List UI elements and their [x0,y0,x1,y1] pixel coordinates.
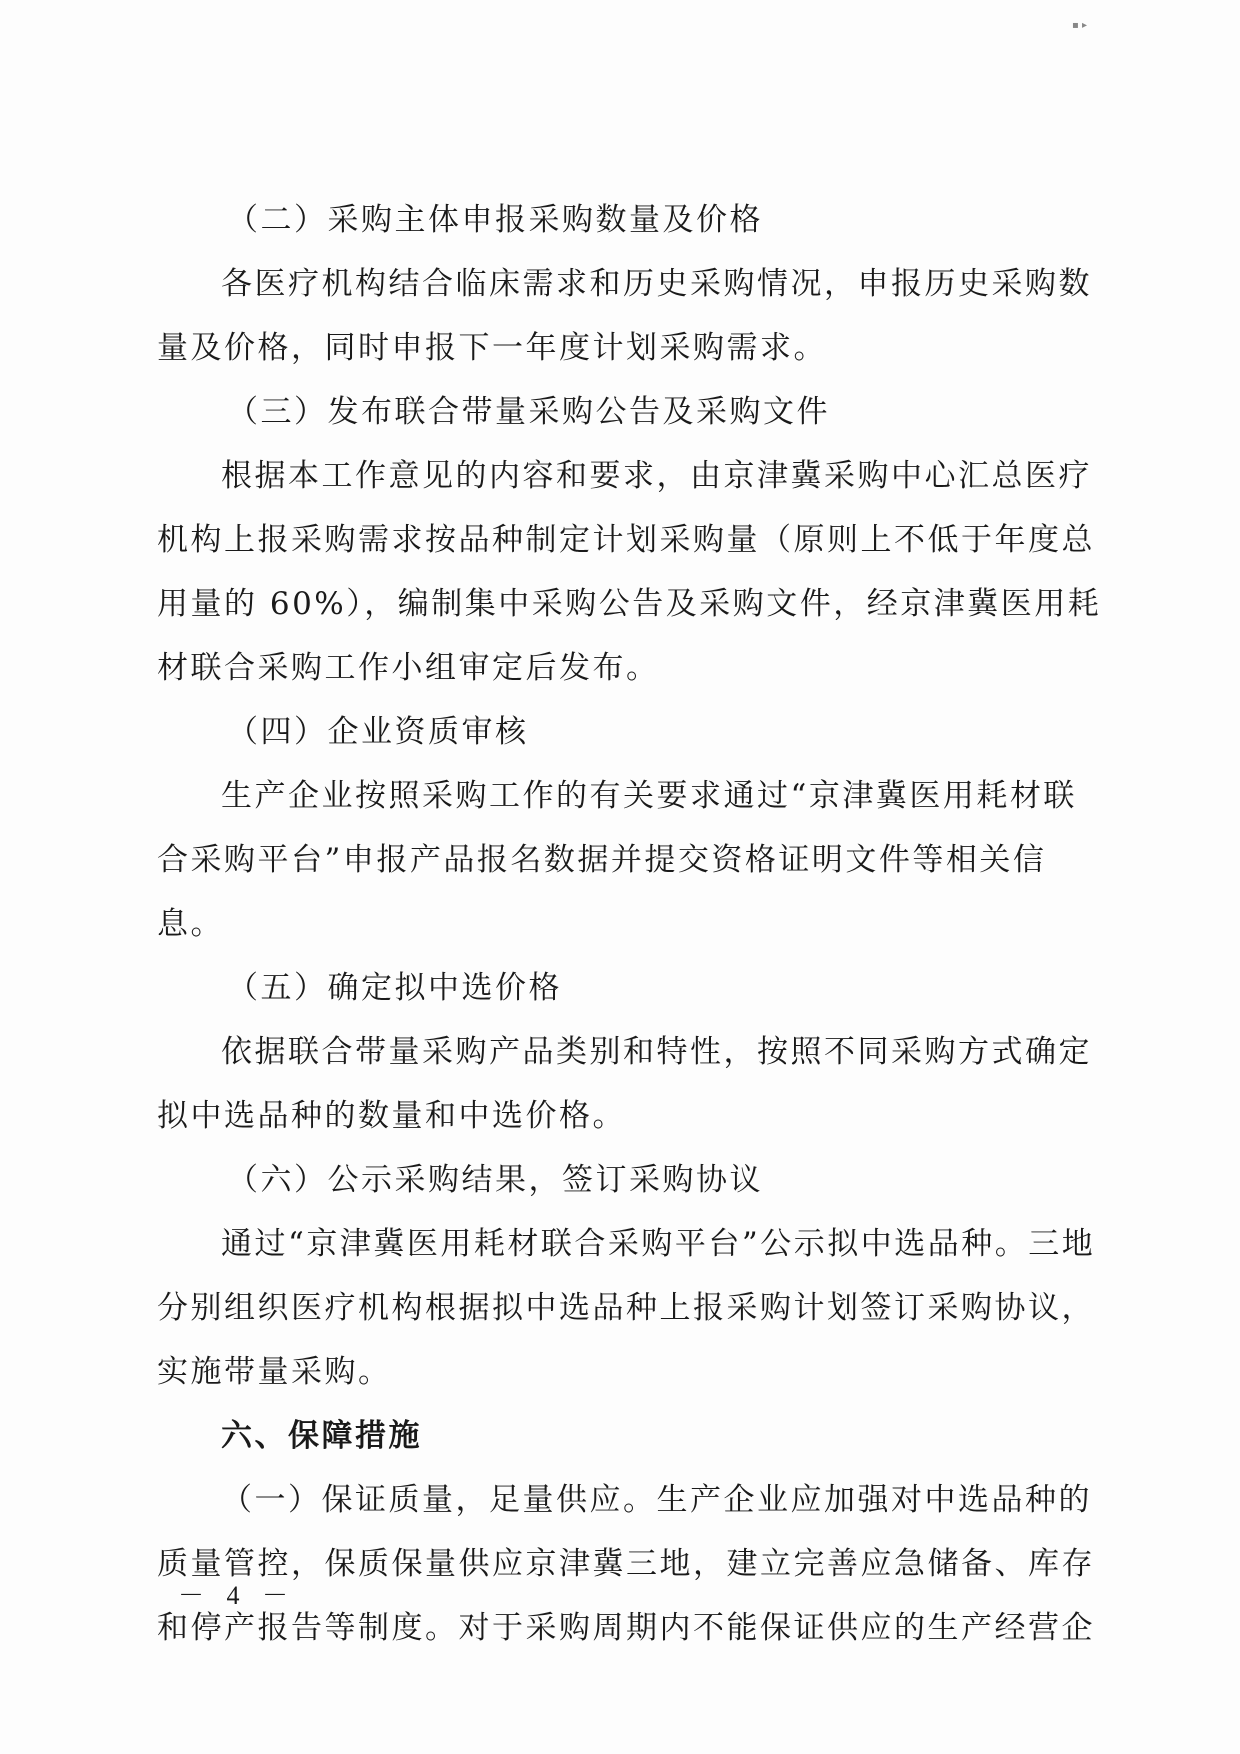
page-number: － 4 － [178,1581,297,1610]
subheading-6: （六）公示采购结果，签订采购协议 [227,1162,763,1198]
paragraph-line: 量及价格，同时申报下一年度计划采购需求。 [157,330,827,366]
paragraph-line: 机构上报采购需求按品种制定计划采购量（原则上不低于年度总 [157,522,1095,558]
paragraph-line: 材联合采购工作小组审定后发布。 [157,650,660,686]
paragraph-line: 质量管控，保质保量供应京津冀三地，建立完善应急储备、库存 [157,1546,1095,1582]
paragraph-line: 实施带量采购。 [157,1354,392,1390]
paragraph-line: 生产企业按照采购工作的有关要求通过“京津冀医用耗材联 [221,778,1077,814]
document-body [157,188,1102,1660]
paragraph-line: 用量的 60%），编制集中采购公告及采购文件，经京津冀医用耗 [157,586,1102,622]
paragraph-line: 各医疗机构结合临床需求和历史采购情况，申报历史采购数 [221,266,1092,302]
paragraph-line: 合采购平台”申报产品报名数据并提交资格证明文件等相关信 [157,842,1047,878]
paragraph-line: 分别组织医疗机构根据拟中选品种上报采购计划签订采购协议， [157,1290,1095,1326]
subheading-3: （三）发布联合带量采购公告及采购文件 [227,394,830,430]
paragraph-line: 拟中选品种的数量和中选价格。 [157,1098,626,1134]
section-heading: 六、保障措施 [221,1418,422,1454]
paragraph-line: 息。 [157,906,224,942]
scan-corner-mark: ▪ ▸ [1072,20,1087,31]
subheading-4: （四）企业资质审核 [227,714,529,750]
subheading-2: （二）采购主体申报采购数量及价格 [227,202,763,238]
paragraph-line: 根据本工作意见的内容和要求，由京津冀采购中心汇总医疗 [221,458,1092,494]
paragraph-line: （一）保证质量，足量供应。生产企业应加强对中选品种的 [221,1482,1092,1518]
subheading-5: （五）确定拟中选价格 [227,970,562,1006]
paragraph-line: 和停产报告等制度。对于采购周期内不能保证供应的生产经营企 [157,1610,1095,1646]
paragraph-line: 依据联合带量采购产品类别和特性，按照不同采购方式确定 [221,1034,1092,1070]
paragraph-line: 通过“京津冀医用耗材联合采购平台”公示拟中选品种。三地 [221,1226,1096,1262]
